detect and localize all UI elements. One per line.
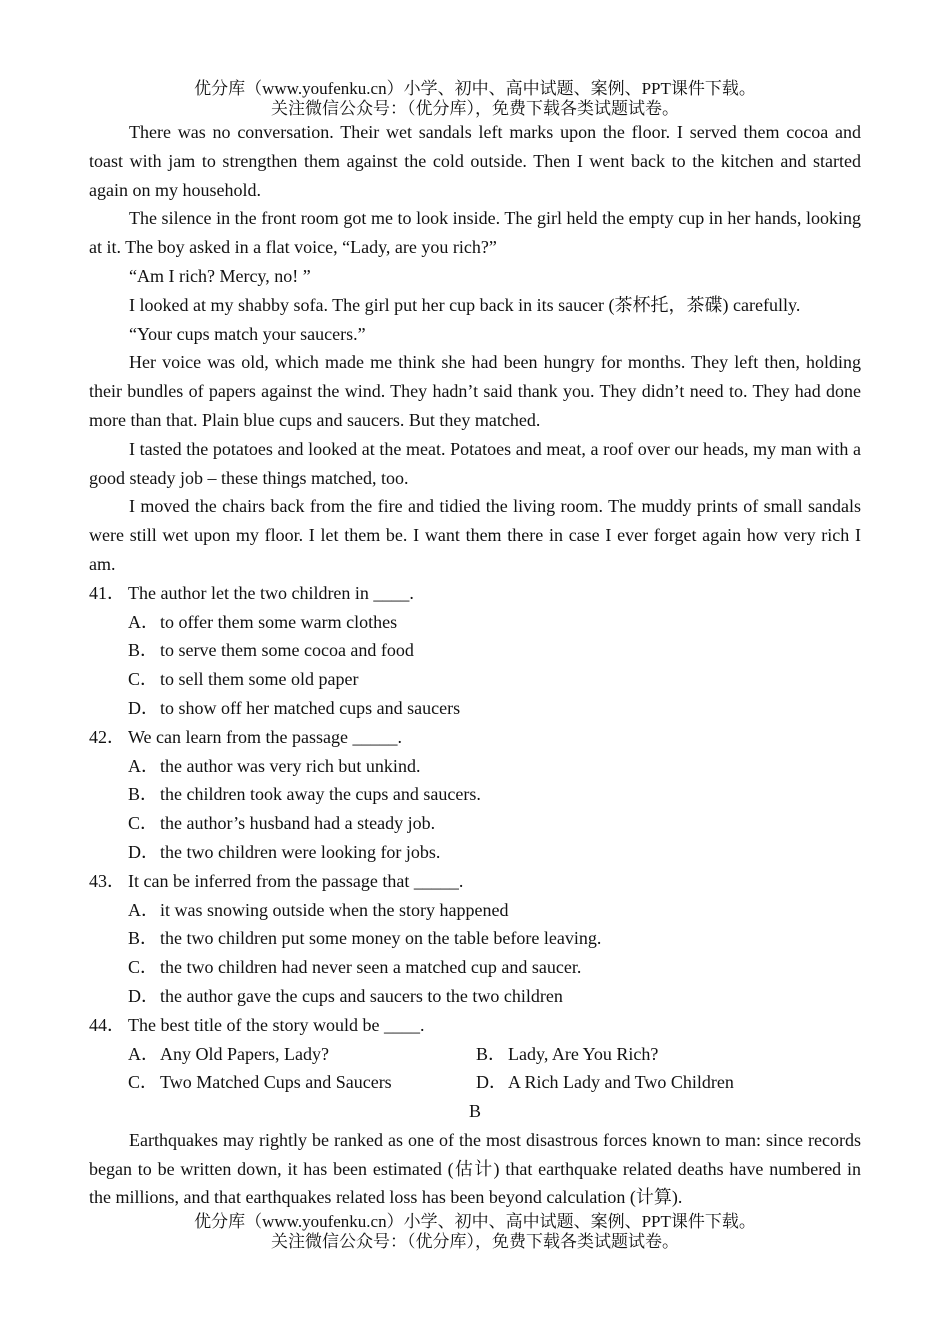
paragraph-7: I tasted the potatoes and looked at the meat. Potatoes and meat, a roof over our heads, my man with a good steady job – these things matched, too.: [89, 438, 861, 488]
option-b: B． the children took away the cups and saucers.: [128, 784, 481, 805]
paragraph-4: I looked at my shabby sofa. The girl put her cup back in its saucer (茶杯托，茶碟) carefully.: [129, 294, 801, 315]
question-41: [89, 579, 861, 723]
option-b: B． to serve them some cocoa and food: [128, 640, 414, 661]
question-stem: 43． It can be inferred from the passage that _____.: [89, 870, 464, 891]
paragraph-2: The silence in the front room got me to look inside. The girl held the empty cup in her hands, looking at it. The boy asked in a flat voice, “Lady, are you rich?”: [89, 208, 861, 258]
paragraph-5: “Your cups match your saucers.”: [129, 323, 366, 344]
section-b-paragraph: Earthquakes may rightly be ranked as one of the most disastrous forces known to man: since records began to be written down, it has been estimated (估计) that earthquake related deaths have numbered in the millions, and that earthquakes related loss has been beyond calculation (计算).: [89, 1129, 861, 1208]
footer-line-2: 关注微信公众号：（优分库），免费下载各类试题试卷。: [271, 1232, 679, 1251]
option-d: D．the two children were looking for jobs.: [128, 841, 441, 862]
option-c: C． Two Matched Cups and Saucers: [128, 1072, 392, 1093]
option-b: B． the two children put some money on the table before leaving.: [128, 928, 602, 949]
option-d: D．the author gave the cups and saucers to the two children: [128, 985, 563, 1006]
option-a: A．the author was very rich but unkind.: [128, 755, 421, 776]
question-stem: 41． The author let the two children in ____.: [89, 582, 414, 603]
header-line-2: 关注微信公众号：（优分库），免费下载各类试题试卷。: [271, 99, 679, 118]
page-footer: [0, 1212, 950, 1252]
option-a: A．it was snowing outside when the story happened: [128, 899, 509, 920]
question-44: [89, 1011, 861, 1097]
document-body: [89, 118, 861, 1212]
paragraph-1: There was no conversation. Their wet sandals left marks upon the floor. I served them cocoa and toast with jam to strengthen them against the cold outside. Then I went back to the kitchen and started again on my household.: [89, 122, 861, 200]
option-d: D．to show off her matched cups and saucers: [128, 697, 461, 718]
option-c: C． the two children had never seen a matched cup and saucer.: [128, 957, 582, 978]
paragraph-6: Her voice was old, which made me think she had been hungry for months. They left then, holding their bundles of papers against the wind. They hadn’t said thank you. They didn’t need to. They had done more than that. Plain blue cups and saucers. But they matched.: [89, 352, 861, 430]
option-b: B． Lady, Are You Rich?: [476, 1043, 659, 1064]
question-42: [89, 723, 861, 867]
options-row-2: [89, 1068, 861, 1097]
option-a: A．to offer them some warm clothes: [128, 611, 398, 632]
footer-line-1: 优分库（www.youfenku.cn）小学、初中、高中试题、案例、PPT课件下载。: [194, 1212, 756, 1231]
paragraph-3: “Am I rich? Mercy, no! ”: [129, 265, 311, 286]
section-b-label: B: [468, 1101, 481, 1122]
option-d: D．A Rich Lady and Two Children: [476, 1072, 734, 1093]
question-stem: 42． We can learn from the passage _____.: [89, 726, 402, 747]
header-line-1: 优分库（www.youfenku.cn）小学、初中、高中试题、案例、PPT课件下载。: [194, 79, 756, 98]
question-43: [89, 867, 861, 1011]
option-c: C． to sell them some old paper: [128, 669, 359, 690]
options-row-1: [89, 1040, 861, 1069]
option-c: C． the author’s husband had a steady job.: [128, 813, 436, 834]
paragraph-8: I moved the chairs back from the fire and tidied the living room. The muddy prints of small sandals were still wet upon my floor. I let them be. I want them there in case I ever forget again how very rich I am.: [89, 496, 861, 574]
question-stem: 44． The best title of the story would be ____.: [89, 1014, 425, 1035]
option-a: A．Any Old Papers, Lady?: [128, 1043, 329, 1064]
page-header: [0, 79, 950, 119]
